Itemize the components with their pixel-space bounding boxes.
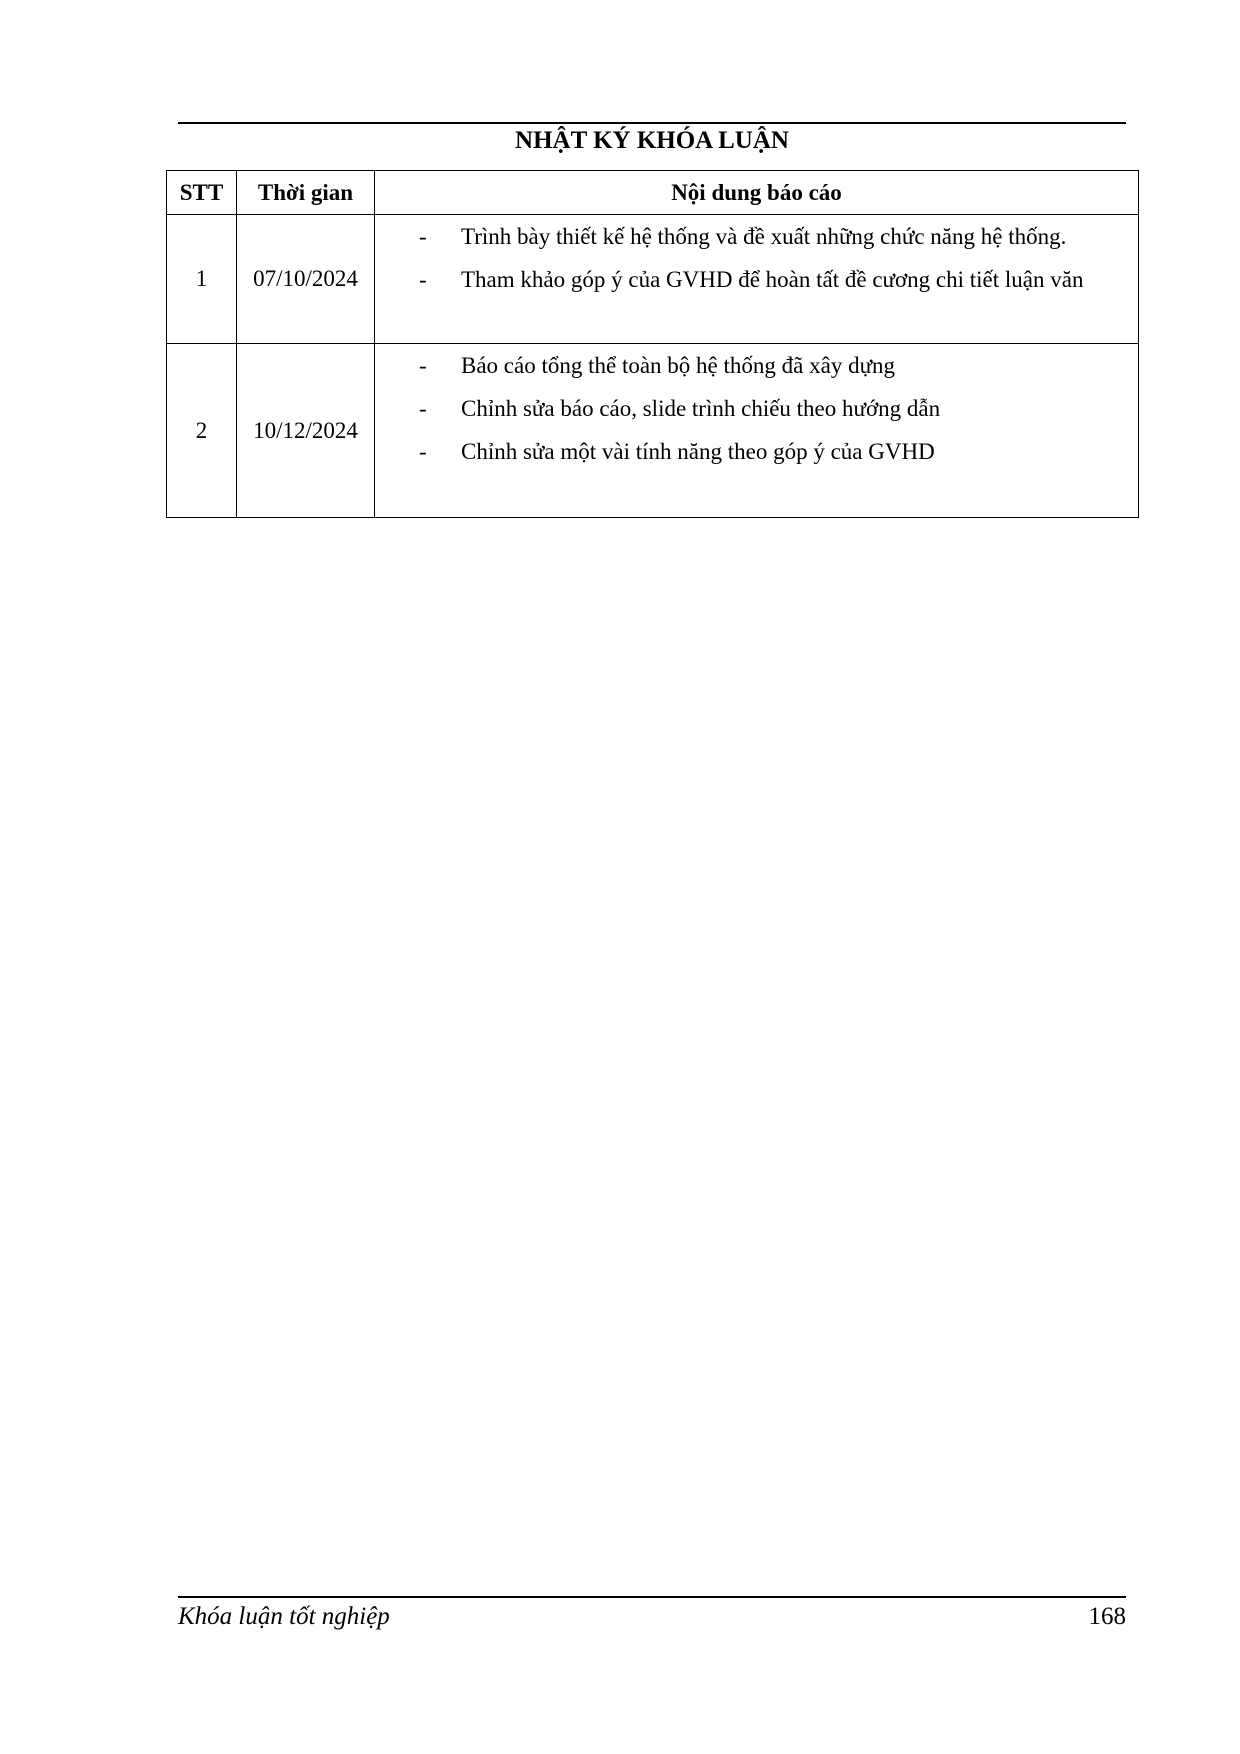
report-item: [375, 258, 1138, 301]
footer-title: Khóa luận tốt nghiệp: [178, 1603, 390, 1630]
report-item-text: Báo cáo tổng thể toàn bộ hệ thống đã xây dựng: [461, 353, 896, 378]
bullet-dash: -: [419, 224, 427, 249]
header-time: Thời gian: [237, 171, 375, 215]
table-row: [167, 215, 1139, 344]
row-time: 10/12/2024: [237, 344, 375, 518]
row-content: [375, 215, 1139, 344]
footer-rule: [178, 1596, 1126, 1598]
report-log-table: [166, 170, 1139, 518]
bullet-dash: -: [419, 396, 427, 421]
table-row: [167, 344, 1139, 518]
row-time: 07/10/2024: [237, 215, 375, 344]
row-stt: 1: [167, 215, 237, 344]
table-header-row: [167, 171, 1139, 215]
report-item: [375, 387, 1138, 430]
page-title: NHẬT KÝ KHÓA LUẬN: [515, 127, 789, 154]
report-items-list: [375, 215, 1138, 301]
report-items-list: [375, 344, 1138, 473]
report-item-text: Chỉnh sửa báo cáo, slide trình chiếu theo hướng dẫn: [461, 396, 941, 421]
report-item-text: Tham khảo góp ý của GVHD để hoàn tất đề cương chi tiết luận văn: [461, 267, 1084, 292]
header-stt: STT: [167, 171, 237, 215]
header-content: Nội dung báo cáo: [375, 171, 1139, 215]
report-item: [375, 430, 1138, 473]
report-item-text: Trình bày thiết kế hệ thống và đề xuất những chức năng hệ thống.: [461, 224, 1067, 249]
report-item: [375, 215, 1138, 258]
page-number: 168: [1088, 1603, 1126, 1630]
row-content: [375, 344, 1139, 518]
bullet-dash: -: [419, 267, 427, 292]
report-item-text: Chỉnh sửa một vài tính năng theo góp ý của GVHD: [461, 439, 935, 464]
row-stt: 2: [167, 344, 237, 518]
bullet-dash: -: [419, 439, 427, 464]
report-item: [375, 344, 1138, 387]
bullet-dash: -: [419, 353, 427, 378]
